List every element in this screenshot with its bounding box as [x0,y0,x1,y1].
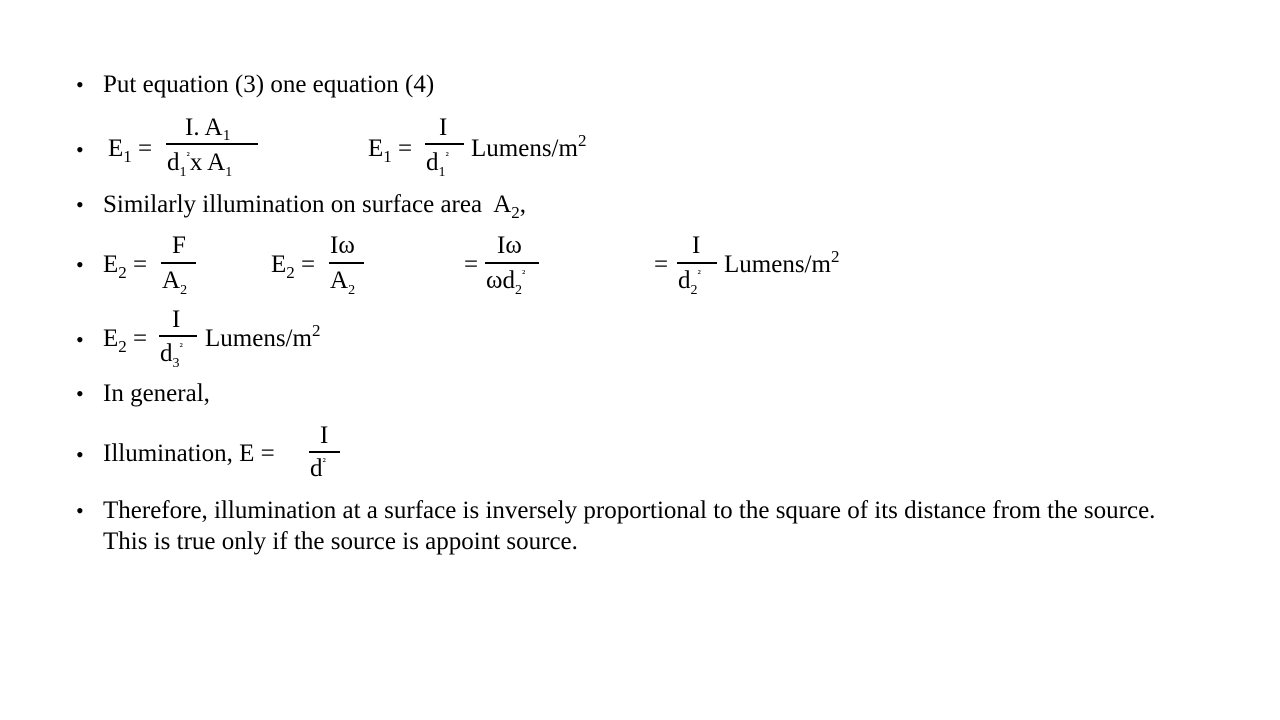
e1-rhs-lhs: $E_1$ = [368,135,413,166]
e3-numerator: I [172,306,181,333]
bullet: • [76,192,84,217]
e2-equals-c: = [464,251,479,278]
e2-numerator-i: I [692,232,701,259]
e1-rhs-denominator: $d_1^{^2}$ [426,149,449,180]
e1-rhs-numerator: I [439,114,448,141]
bullet: • [76,72,84,97]
fraction-bar [485,262,539,264]
e2-numerator-f: F [172,232,186,259]
general-denominator: $d^{^2}$ [310,455,326,482]
e1-denominator: $d_1^{^2}x$ $A_1$ [167,149,233,180]
bullet: • [76,137,84,162]
bullet: • [76,252,84,277]
e3-denominator: $d_3^{^2}$ [160,340,183,371]
illumination-label: Illumination, E = [103,440,275,467]
bullet: • [76,381,84,406]
e2-lhs: $E_2$ = [103,251,148,282]
line-put-equation: Put equation (3) one equation (4) [103,71,435,98]
line-in-general: In general, [103,380,210,407]
conclusion-paragraph: Therefore, illumination at a surface is inversely proportional to the square of its distance from the source. This is true only if the source is appoint source. [103,497,1156,555]
e2-numerator-iw: Iω [330,232,355,259]
line-similarly: Similarly illumination on surface area $A_2$, [103,191,526,222]
e2-equals-d: = [654,251,669,278]
e2-denominator-a2-b: $A_2$ [330,267,356,298]
bullet: • [76,498,84,523]
e2-lhs-b: $E_2$ = [271,251,316,282]
e3-lhs: $E_2$ = [103,325,148,356]
fraction-bar [159,335,197,337]
e2-denominator-a2: $A_2$ [162,267,188,298]
e2-denominator-wd2: $\omega d_2^{^2}$ [486,267,526,298]
fraction-bar [329,262,364,264]
e1-numerator: I. A₁ [185,114,232,141]
e3-unit: Lumens/$m^2$ [205,321,321,352]
general-numerator: I [320,422,329,449]
e2-unit: Lumens/$m^2$ [724,247,840,278]
fraction-bar [166,143,258,145]
fraction-bar [309,451,340,453]
bullet: • [76,442,84,467]
fraction-bar [425,143,464,145]
bullet: • [76,327,84,352]
fraction-bar [677,262,717,264]
e2-denominator-d2: $d_2^{^2}$ [678,267,701,298]
e2-numerator-iw-c: Iω [497,232,522,259]
fraction-bar [161,262,196,264]
e1-unit: Lumens/$m^2$ [471,131,587,162]
e1-lhs: $E_1$ = [108,135,153,166]
